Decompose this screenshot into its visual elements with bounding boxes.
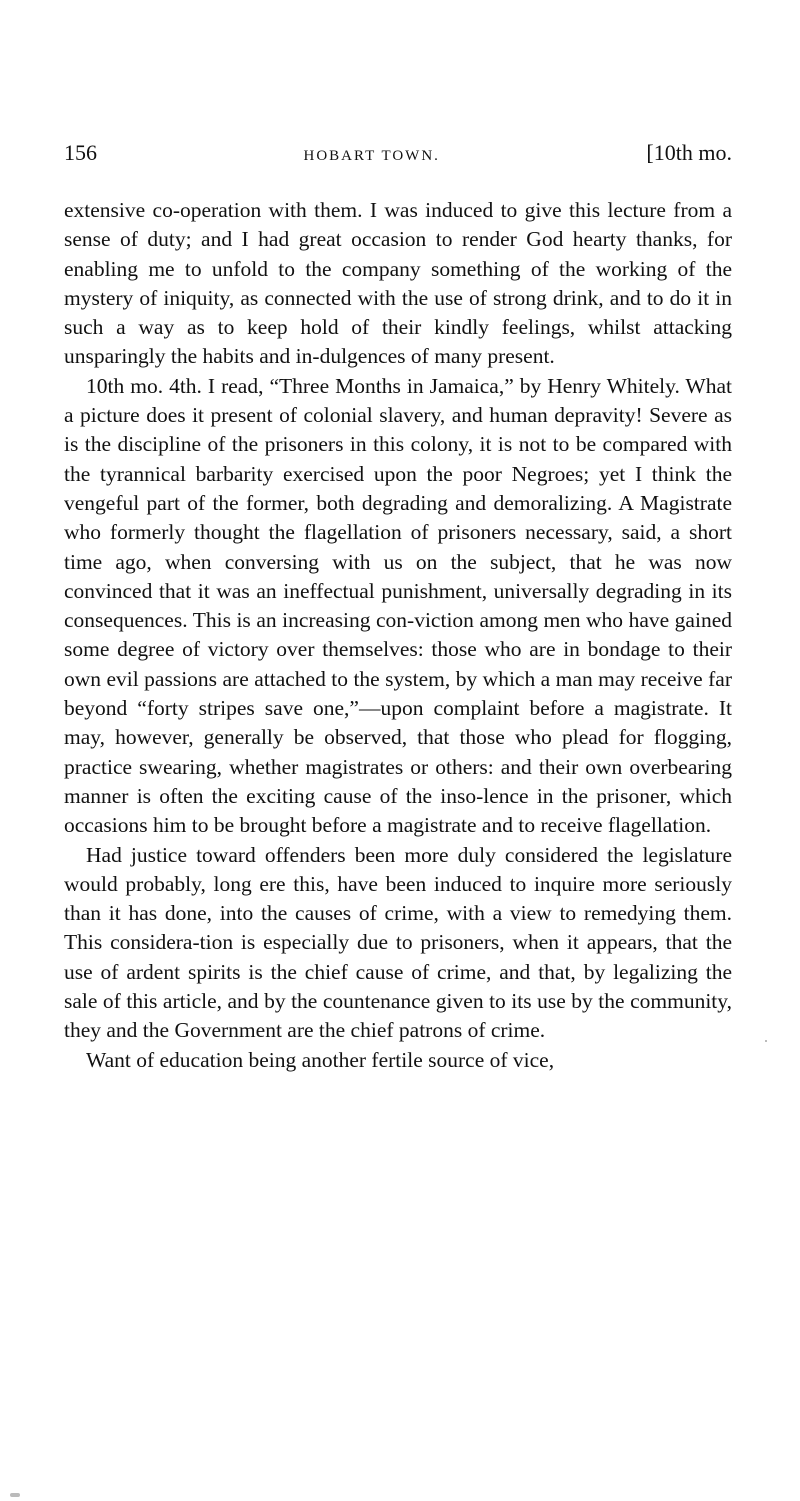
page-number: 156 xyxy=(64,140,97,165)
book-page xyxy=(64,140,732,1075)
running-head xyxy=(64,140,732,180)
paragraph: Had justice toward offenders been more duly considered the legislature would probably, long ere this, have been induced to inquire more seriously than it has done, into the causes of crime, with a view to remedying them. This considera-tion is especially due to prisoners, when it appears, that the use of ardent spirits is the chief cause of crime, and that, by legalizing the sale of this article, and by the countenance given to its use by the community, they and the Government are the chief patrons of crime. xyxy=(64,842,732,1043)
paragraph: Want of education being another fertile source of vice, xyxy=(86,1047,555,1072)
paragraph: 10th mo. 4th. I read, “Three Months in Jamaica,” by Henry Whitely. What a picture does it present of colonial slavery, and human depravity! Severe as is the discipline of the prisoners in this colony, it is not to be compared with the tyrannical barbarity exercised upon the poor Negroes; yet I think the vengeful part of the former, both degrading and demoralizing. A Magistrate who formerly thought the flagellation of prisoners necessary, said, a short time ago, when conversing with us on the subject, that he was now convinced that it was an ineffectual punishment, universally degrading in its consequences. This is an increasing con-viction among men who have gained some degree of victory over themselves: those who are in bondage to their own evil passions are attached to the system, by which a man may receive far beyond “forty stripes save one,”—upon complaint before a magistrate. It may, however, generally be observed, that those who plead for flogging, practice swearing, whether magistrates or others: and their own overbearing manner is often the exciting cause of the inso-lence in the prisoner, which occasions him to be brought before a magistrate and to receive flagellation. xyxy=(64,373,732,838)
scan-speck xyxy=(765,1040,767,1042)
running-title: HOBART TOWN. xyxy=(303,148,440,164)
body-text xyxy=(64,196,732,1075)
scan-speck xyxy=(10,1493,20,1497)
paragraph: extensive co-operation with them. I was induced to give this lecture from a sense of duty; and I had great occasion to render God hearty thanks, for enabling me to unfold to the company something of the working of the mystery of iniquity, as connected with the use of strong drink, and to do it in such a way as to keep hold of their kindly feelings, whilst attacking unsparingly the habits and in-dulgences of many present. xyxy=(64,198,732,369)
section-marker: [10th mo. xyxy=(646,140,732,165)
